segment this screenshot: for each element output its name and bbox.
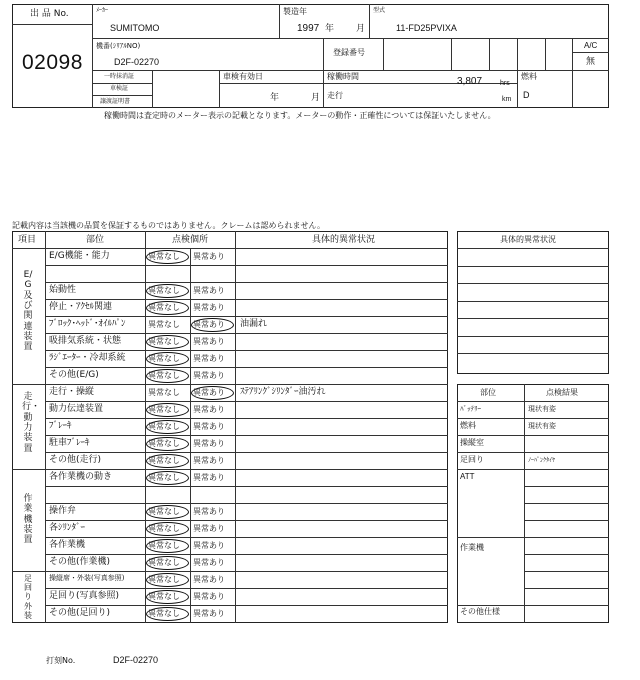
selected-circle-mark — [146, 590, 189, 604]
normal-option: 異常なし — [148, 354, 180, 363]
normal-option: 異常なし — [148, 524, 180, 533]
row-part-label: 走行・操縦 — [49, 387, 95, 397]
row-part-label: 駐車ﾌﾞﾚｰｷ — [49, 438, 90, 448]
hours-label: 稼働時間 — [327, 72, 359, 81]
selected-circle-mark — [191, 318, 234, 332]
temp-cancel-label: 一時抹消証 — [104, 73, 135, 80]
fuel-row-value: 現状有姿 — [528, 422, 556, 430]
col-item-header: 項目 — [18, 235, 37, 245]
year-unit: 年 — [325, 24, 335, 34]
abnormal-option: 異常あり — [193, 609, 225, 618]
normal-option: 異常なし — [148, 303, 180, 312]
selected-circle-mark — [146, 301, 189, 315]
fuel-row-label: 燃料 — [460, 421, 476, 430]
selected-circle-mark — [146, 573, 189, 587]
selected-circle-mark — [146, 250, 189, 264]
normal-option: 異常なし — [148, 422, 180, 431]
normal-option: 異常なし — [148, 507, 180, 516]
lot-number: 02098 — [22, 51, 83, 74]
group-engine-label: E/G及び関連装置 — [23, 270, 33, 353]
row-part-label: 停止・ｱｸｾﾙ関連 — [49, 302, 113, 312]
selected-circle-mark — [146, 335, 189, 349]
abnormal-option: 異常あり — [193, 354, 225, 363]
selected-circle-mark — [146, 454, 189, 468]
travel-label: 走行 — [327, 91, 343, 100]
group-work-label: 作業機装置 — [23, 494, 33, 546]
selected-circle-mark — [146, 522, 189, 536]
battery-value: 現状有姿 — [528, 405, 556, 413]
shaken-year-unit: 年 — [270, 93, 280, 103]
row-part-label: 始動性 — [49, 285, 77, 295]
normal-option: 異常なし — [148, 541, 180, 550]
row-part-label: 動力伝達装置 — [49, 404, 104, 414]
result-col-part: 部位 — [480, 388, 496, 397]
lot-number-label: 出 品 No. — [30, 9, 69, 19]
normal-option: 異常なし — [148, 592, 180, 601]
ac-label: A/C — [584, 41, 598, 50]
hours-value: 3,807 — [457, 76, 483, 87]
row-part-label: E/G機能・能力 — [49, 251, 110, 261]
abnormal-option: 異常あり — [193, 320, 225, 329]
row-part-label: 操作弁 — [49, 506, 77, 516]
shaken-month-unit: 月 — [311, 93, 321, 103]
selected-circle-mark — [146, 437, 189, 451]
right-detail-header: 具体的異常状況 — [500, 235, 556, 244]
fuel-value: D — [523, 90, 530, 100]
normal-option: 異常なし — [148, 575, 180, 584]
hours-disclaimer: 稼働時間は査定時のメーター表示の記載となります。メーターの動作・正確性については保証いたしません。 — [104, 111, 496, 120]
normal-option: 異常なし — [148, 252, 180, 261]
maker-value: SUMITOMO — [110, 23, 160, 33]
abnormal-option: 異常あり — [193, 388, 225, 397]
selected-circle-mark — [146, 403, 189, 417]
undercarriage-label: 足回り — [460, 455, 484, 464]
model-value: 11-FD25PVIXA — [396, 23, 457, 33]
stamp-no-label: 打刻No. — [46, 656, 76, 665]
travel-unit: km — [502, 96, 512, 103]
year-value: 1997 — [297, 23, 320, 34]
transfer-cert-label: 譲渡証明書 — [100, 98, 131, 105]
normal-option: 異常なし — [148, 473, 180, 482]
selected-circle-mark — [146, 471, 189, 485]
selected-circle-mark — [146, 556, 189, 570]
row-part-label: 各作業機の動き — [49, 472, 113, 482]
abnormal-option: 異常あり — [193, 507, 225, 516]
abnormal-option: 異常あり — [193, 371, 225, 380]
hours-unit: hrs — [500, 80, 510, 87]
abnormal-option: 異常あり — [193, 337, 225, 346]
ac-value: 無 — [586, 57, 596, 67]
normal-option: 異常なし — [148, 337, 180, 346]
normal-option: 異常なし — [148, 388, 180, 397]
undercarriage-value: ﾉｰﾊﾟﾝｸﾀｲﾔ — [528, 457, 556, 464]
serial-value: D2F-02270 — [114, 57, 160, 67]
att-label: ATT — [460, 472, 475, 481]
col-check-header: 点検個所 — [172, 235, 209, 245]
normal-option: 異常なし — [148, 320, 180, 329]
other-spec-label: その他仕様 — [460, 607, 500, 616]
col-part-header: 部位 — [86, 235, 105, 245]
row-part-label: その他(E/G) — [49, 370, 99, 380]
model-label: 型式 — [373, 7, 386, 14]
selected-circle-mark — [146, 369, 189, 383]
row-part-label: その他(走行) — [49, 455, 102, 465]
abnormal-option: 異常あり — [193, 575, 225, 584]
normal-option: 異常なし — [148, 439, 180, 448]
selected-circle-mark — [146, 539, 189, 553]
registration-label: 登録番号 — [333, 48, 365, 57]
fuel-label: 燃料 — [521, 72, 537, 81]
normal-option: 異常なし — [148, 371, 180, 380]
selected-circle-mark — [146, 284, 189, 298]
row-part-label: その他(足回り) — [49, 608, 111, 618]
abnormal-option: 異常あり — [193, 422, 225, 431]
cab-label: 操縦室 — [460, 438, 484, 447]
selected-circle-mark — [146, 607, 189, 621]
abnormal-option: 異常あり — [193, 456, 225, 465]
shaken-expiry-label: 車検有効日 — [223, 72, 263, 81]
selected-circle-mark — [191, 386, 234, 400]
abnormal-option: 異常あり — [193, 439, 225, 448]
selected-circle-mark — [146, 352, 189, 366]
month-unit: 月 — [356, 24, 366, 34]
group-drive-label: 走行・動力装置 — [22, 392, 41, 454]
normal-option: 異常なし — [148, 456, 180, 465]
abnormal-option: 異常あり — [193, 558, 225, 567]
maker-label: ﾒｰｶｰ — [96, 7, 109, 14]
selected-circle-mark — [146, 505, 189, 519]
abnormal-option: 異常あり — [193, 405, 225, 414]
shaken-cert-label: 車検証 — [110, 85, 129, 92]
row-part-label: その他(作業機) — [49, 557, 111, 567]
battery-label: ﾊﾞｯﾃﾘｰ — [460, 405, 481, 413]
row-part-label: ﾌﾞﾛｯｸ･ﾍｯﾄﾞ･ｵｲﾙﾊﾟﾝ — [49, 319, 126, 329]
selected-circle-mark — [146, 420, 189, 434]
row-part-label: 各ｼﾘﾝﾀﾞｰ — [49, 523, 86, 533]
row-detail-text: 油漏れ — [240, 319, 268, 329]
work-machine-label: 作業機 — [460, 543, 484, 552]
abnormal-option: 異常あり — [193, 592, 225, 601]
normal-option: 異常なし — [148, 558, 180, 567]
normal-option: 異常なし — [148, 405, 180, 414]
quality-disclaimer: 記載内容は当該機の品質を保証するものではありません。クレームは認められません。 — [12, 221, 325, 230]
abnormal-option: 異常あり — [193, 252, 225, 261]
result-col-result: 点検結果 — [546, 388, 578, 397]
row-part-label: ﾌﾞﾚｰｷ — [49, 421, 72, 431]
row-part-label: 足回り(写真参照) — [49, 591, 120, 601]
stamp-no-value: D2F-02270 — [113, 655, 159, 665]
abnormal-option: 異常あり — [193, 286, 225, 295]
row-detail-text: ｽﾃｱﾘﾝｸﾞｼﾘﾝﾀﾞｰ油汚れ — [240, 387, 326, 397]
abnormal-option: 異常あり — [193, 473, 225, 482]
serial-label: 機番(ｼﾘｱﾙNO) — [96, 42, 141, 50]
col-detail-header: 具体的異常状況 — [312, 235, 376, 245]
row-part-label: ﾗｼﾞｴｰﾀｰ・冷却系統 — [49, 353, 126, 363]
row-part-label: 各作業機 — [49, 540, 86, 550]
row-part-label: 操縦席・外装(写真参照) — [49, 574, 125, 582]
abnormal-option: 異常あり — [193, 303, 225, 312]
normal-option: 異常なし — [148, 286, 180, 295]
normal-option: 異常なし — [148, 609, 180, 618]
year-label: 製造年 — [283, 7, 307, 16]
abnormal-option: 異常あり — [193, 524, 225, 533]
row-part-label: 吸排気系統・状態 — [49, 336, 122, 346]
abnormal-option: 異常あり — [193, 541, 225, 550]
group-undercarriage-label: 足回り外装 — [24, 574, 32, 620]
